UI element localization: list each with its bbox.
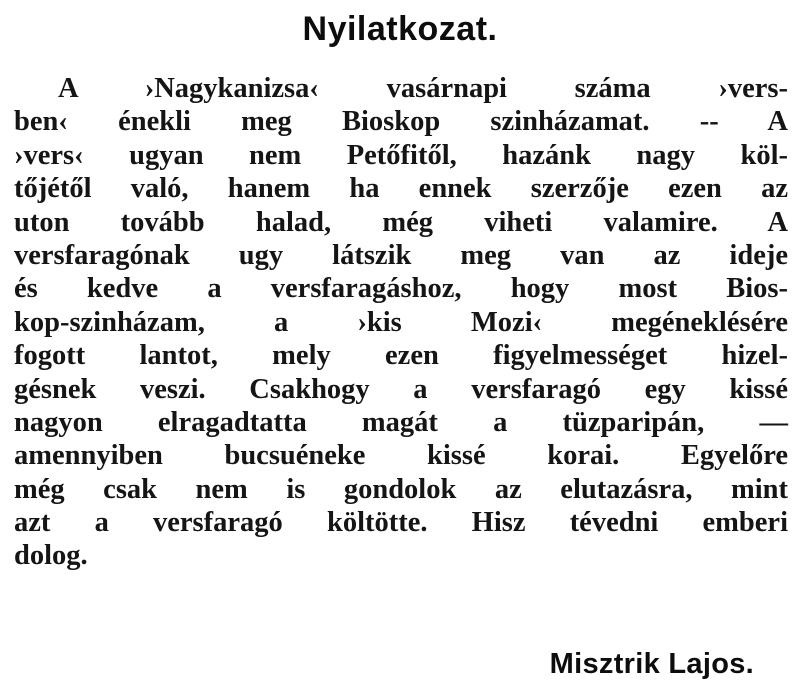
body-paragraph: [14, 72, 788, 573]
text-line: dolog.: [14, 540, 88, 572]
text-line: kop-szinházam, a ›kis Mozi‹ megéneklésére: [14, 306, 788, 338]
text-line: nagyon elragadtatta magát a tüzparipán, —: [14, 406, 788, 438]
text-line: versfaragónak ugy látszik meg van az ideje: [14, 239, 788, 271]
text-line: és kedve a versfaragáshoz, hogy most Bios-: [14, 273, 788, 305]
text-line: ben‹ énekli meg Bioskop szinházamat. -- A: [14, 106, 788, 138]
text-line: fogott lantot, mely ezen figyelmességet hizel-: [14, 340, 788, 372]
text-line: azt a versfaragó költötte. Hisz tévedni emberi: [14, 507, 788, 539]
text-line: ›vers‹ ugyan nem Petőfitől, hazánk nagy köl-: [14, 139, 788, 171]
text-line: uton tovább halad, még viheti valamire. A: [14, 206, 788, 238]
text-line: A ›Nagykanizsa‹ vasárnapi száma ›vers-: [58, 73, 788, 104]
text-line: amennyiben bucsuéneke kissé korai. Egyelőre: [14, 440, 788, 472]
signature: Misztrik Lajos.: [549, 648, 754, 680]
text-line: gésnek veszi. Csakhogy a versfaragó egy kissé: [14, 373, 788, 405]
text-line: tőjétől való, hanem ha ennek szerzője ezen az: [14, 173, 788, 205]
document-title: Nyilatkozat.: [302, 10, 498, 48]
text-line: még csak nem is gondolok az elutazásra, mint: [14, 473, 788, 505]
